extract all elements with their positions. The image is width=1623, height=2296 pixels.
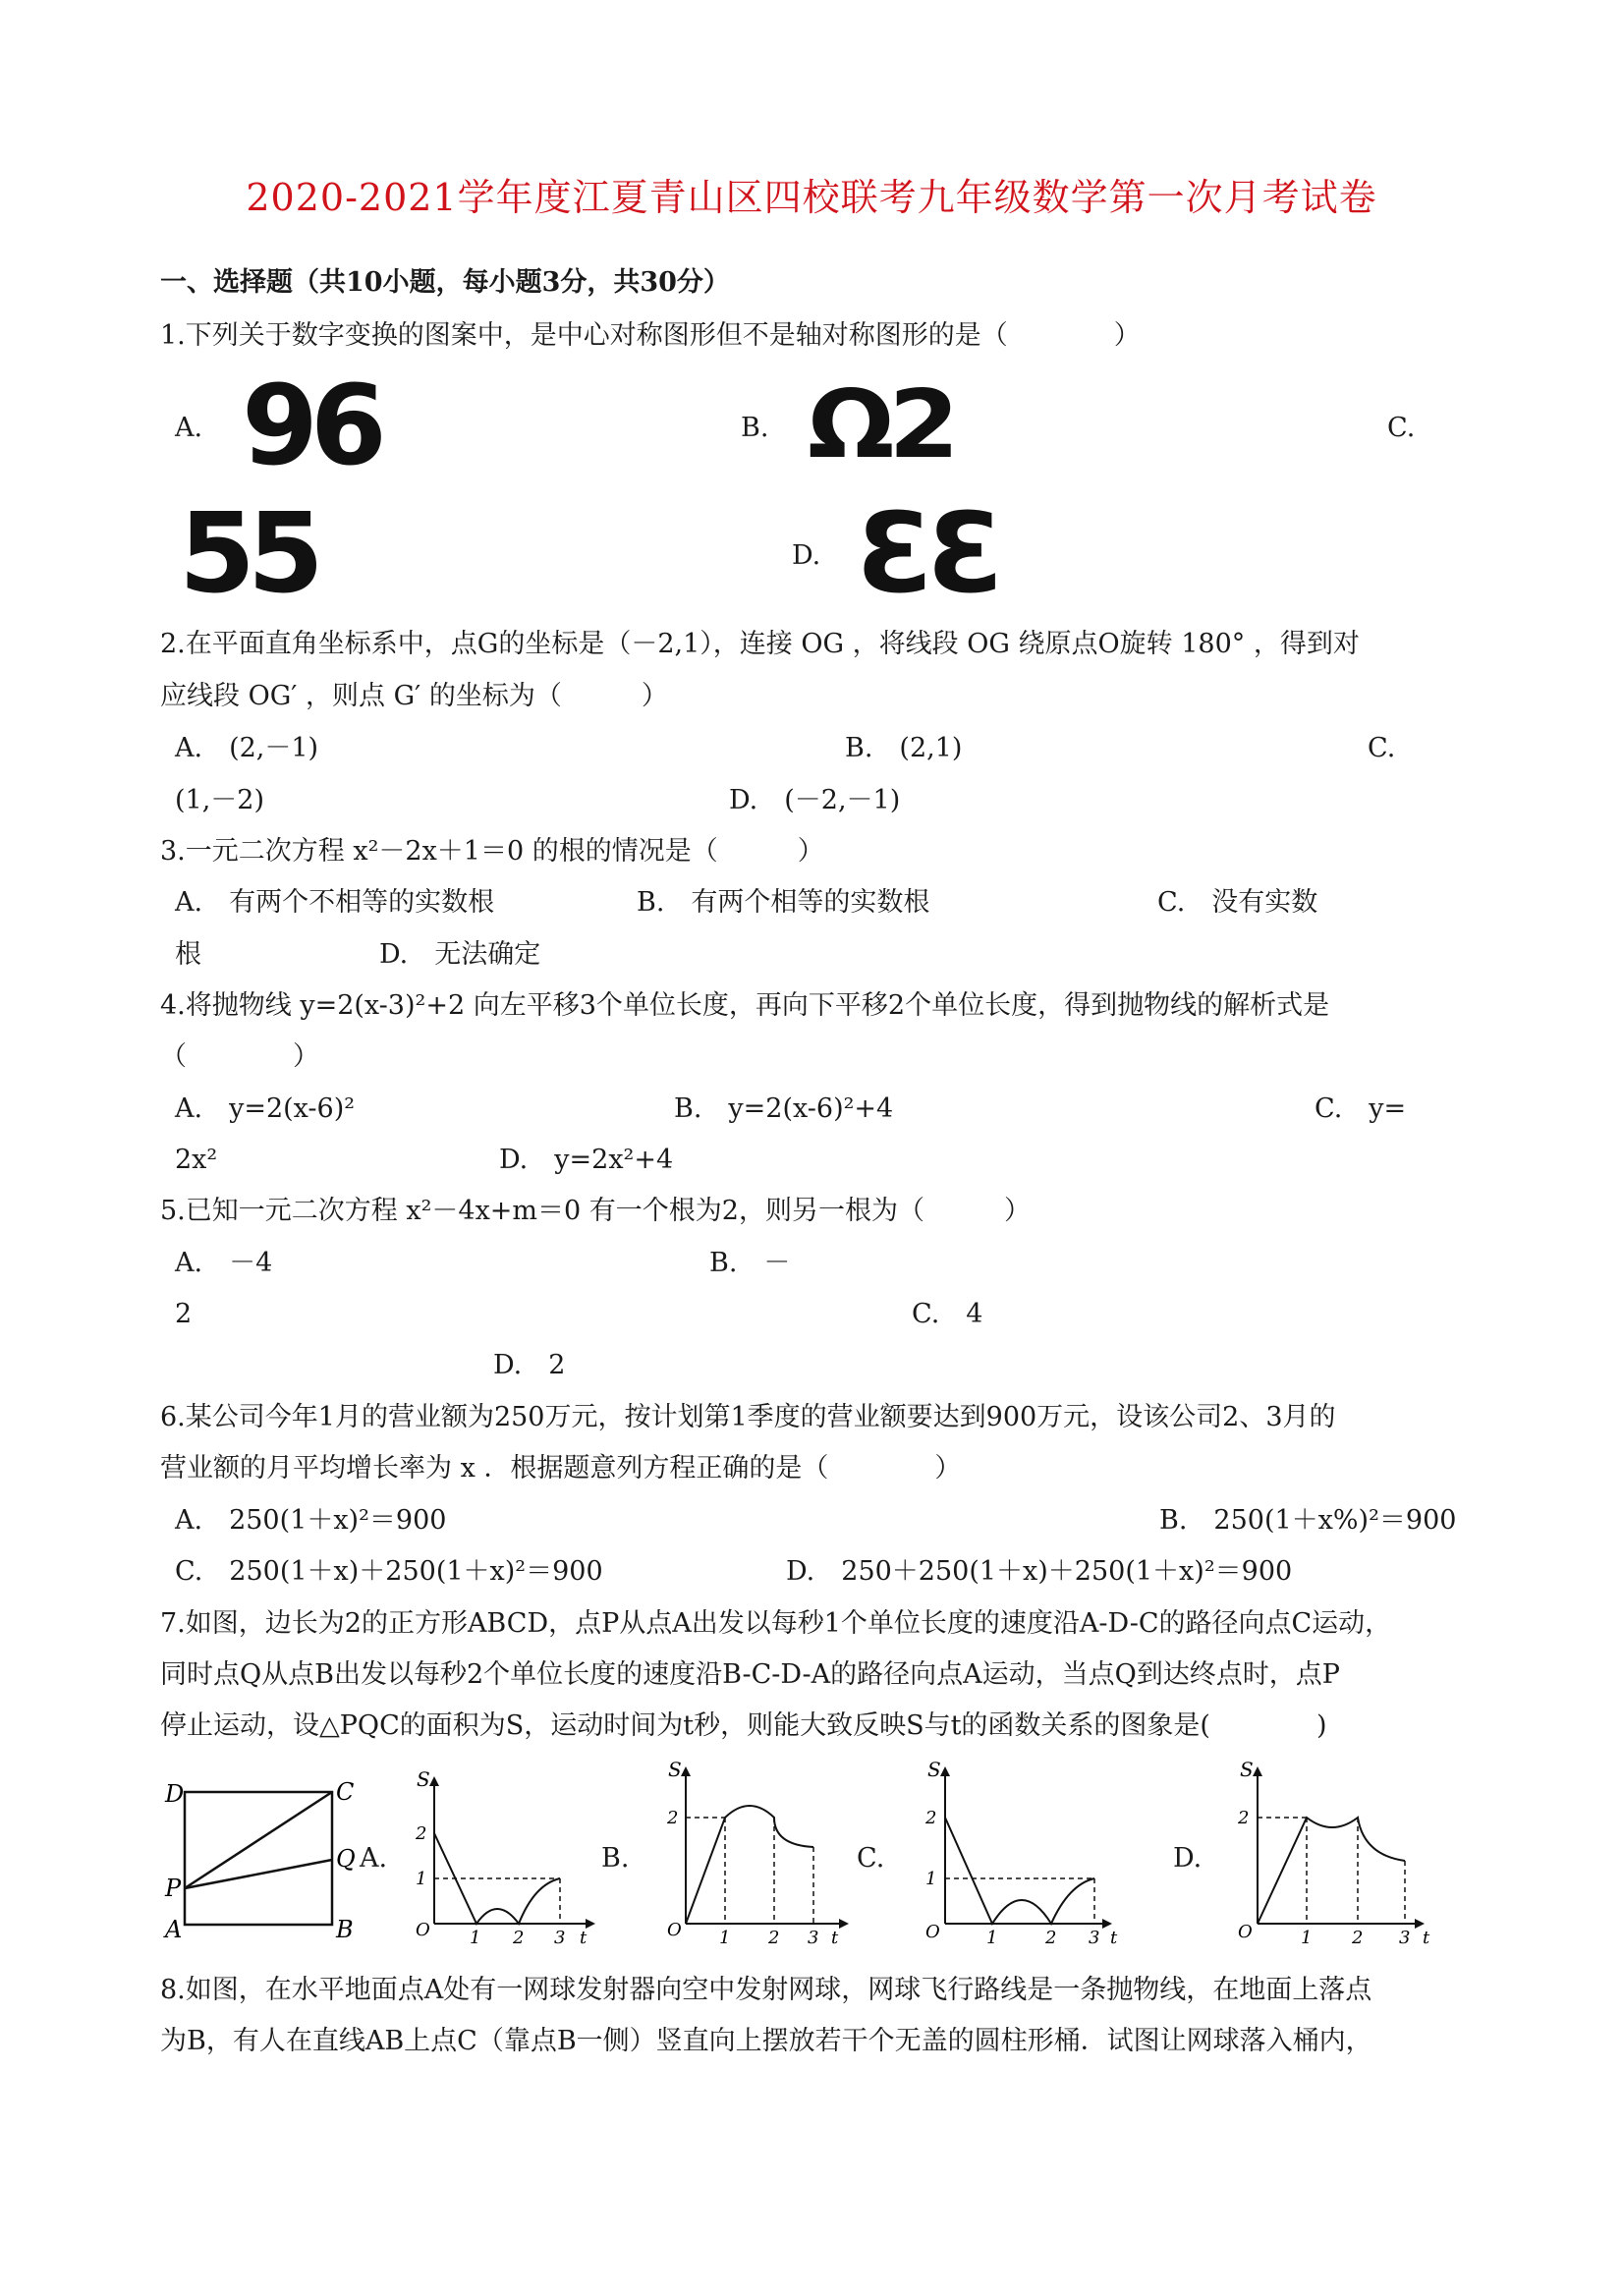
q1-option-b-label: B. (741, 413, 769, 443)
vertex-q-label: Q (336, 1845, 356, 1873)
t-axis-label: t (1423, 1928, 1430, 1945)
q5-option-a: A. －4 (175, 1248, 273, 1278)
s-axis-label: S (927, 1759, 941, 1781)
q6-option-c: C. 250(1＋x)＋250(1＋x)²＝900 (175, 1556, 603, 1587)
q1-option-d-label: D. (792, 540, 821, 571)
q1-option-a-label: A. (175, 413, 203, 443)
vertex-c-label: C (336, 1778, 355, 1806)
q4-option-b: B. y=2(x-6)²+4 (674, 1093, 894, 1124)
q4-option-d: D. y=2x²+4 (499, 1145, 674, 1175)
q3-stem: 3.一元二次方程 x²－2x＋1＝0 的根的情况是（ ） (160, 836, 824, 867)
q7-option-a-label: A. (360, 1843, 388, 1874)
tick-label: 2 (1352, 1928, 1364, 1945)
vertex-a-label: A (165, 1916, 183, 1943)
q1-option-c-label: C. (1387, 413, 1416, 443)
section-heading: 一、选择题（共10小题，每小题3分，共30分） (160, 267, 730, 298)
vertex-p-label: P (165, 1875, 182, 1902)
q7-graph-c (914, 1759, 1130, 1945)
q5-stem: 5.已知一元二次方程 x²－4x+m＝0 有一个根为2，则另一根为（ ） (160, 1196, 1031, 1226)
s-axis-label: S (668, 1759, 682, 1781)
q5-option-c: C. 4 (912, 1299, 983, 1329)
tick-label: 2 (513, 1928, 525, 1945)
q3-option-d: D. 无法确定 (379, 939, 541, 970)
tick-label: 1 (470, 1928, 481, 1945)
q7-option-c-label: C. (857, 1843, 885, 1874)
tick-label: 2 (1238, 1808, 1250, 1828)
q5-option-b-continued: 2 (175, 1299, 193, 1329)
vertex-b-label: B (336, 1916, 354, 1943)
q5-option-d: D. 2 (493, 1350, 566, 1380)
q7-graph-a (413, 1768, 609, 1945)
page-title: 2020-2021学年度江夏青山区四校联考九年级数学第一次月考试卷 (246, 176, 1377, 219)
q2-option-d: D. (－2,－1) (729, 785, 901, 815)
q1-option-c-image: 55 (179, 490, 316, 618)
tick-label: 2 (768, 1928, 780, 1945)
tick-label: 3 (808, 1928, 819, 1945)
q4-option-c-continued: 2x² (175, 1145, 218, 1175)
q4-stem-line2: （ ） (160, 1041, 319, 1072)
q7-graph-d (1226, 1759, 1442, 1945)
q7-square-figure (157, 1768, 364, 1945)
q7-graph-b (664, 1759, 861, 1945)
q6-option-b: B. 250(1＋x%)²＝900 (1159, 1505, 1457, 1536)
tick-label: 2 (925, 1808, 937, 1828)
tick-label: 3 (1089, 1928, 1100, 1945)
q4-stem-line1: 4.将抛物线 y=2(x-3)²+2 向左平移3个单位长度，再向下平移2个单位长度，得到抛物线的解析式是 (160, 990, 1330, 1021)
q4-option-a: A. y=2(x-6)² (175, 1093, 356, 1124)
tick-label: 1 (416, 1869, 427, 1889)
q3-option-b: B. 有两个相等的实数根 (637, 887, 930, 918)
q8-stem-line2: 为B，有人在直线AB上点C（靠点B一侧）竖直向上摆放若干个无盖的圆柱形桶．试图让网球落入桶内， (160, 2026, 1372, 2056)
q7-stem-line1: 7.如图，边长为2的正方形ABCD，点P从点A出发以每秒1个单位长度的速度沿A-D-C的路径向点C运动， (160, 1608, 1392, 1639)
tick-label: 2 (667, 1808, 679, 1828)
q2-option-c-value: (1,－2) (175, 785, 265, 815)
q7-stem-line3: 停止运动，设△PQC的面积为S，运动时间为t秒，则能大致反映S与t的函数关系的图象是( ) (160, 1710, 1327, 1741)
q1-stem: 1.下列关于数字变换的图案中，是中心对称图形但不是轴对称图形的是（ ） (160, 320, 1141, 351)
q7-option-d-label: D. (1173, 1843, 1203, 1874)
q7-stem-line2: 同时点Q从点B出发以每秒2个单位长度的速度沿B-C-D-A的路径向点A运动，当点Q到达终点时，点P (160, 1659, 1340, 1690)
origin-label: O (416, 1920, 430, 1940)
q1-option-a-image: 96 (242, 363, 379, 490)
q6-stem-line2: 营业额的月平均增长率为 x ．根据题意列方程正确的是（ ） (160, 1453, 962, 1484)
q6-option-d: D. 250＋250(1＋x)＋250(1＋x)²＝900 (786, 1556, 1293, 1587)
origin-label: O (925, 1922, 940, 1942)
q6-stem-line1: 6.某公司今年1月的营业额为250万元，按计划第1季度的营业额要达到900万元，设该公司2、3月的 (160, 1402, 1336, 1432)
s-axis-label: S (1240, 1759, 1254, 1781)
t-axis-label: t (1110, 1928, 1118, 1945)
q2-stem-line2: 应线段 OG′ ，则点 G′ 的坐标为（ ） (160, 681, 668, 711)
tick-label: 2 (1045, 1928, 1057, 1945)
q4-option-c: C. y= (1315, 1093, 1407, 1124)
origin-label: O (1238, 1922, 1253, 1942)
tick-label: 1 (986, 1928, 998, 1945)
q2-option-c-label: C. (1368, 733, 1396, 763)
tick-label: 1 (925, 1869, 937, 1889)
q2-option-b: B. (2,1) (845, 733, 963, 763)
vertex-d-label: D (165, 1780, 185, 1808)
t-axis-label: t (831, 1928, 839, 1945)
q5-option-b: B. － (709, 1248, 791, 1278)
tick-label: 2 (416, 1823, 427, 1844)
tick-label: 1 (719, 1928, 731, 1945)
q7-option-b-label: B. (601, 1843, 630, 1874)
q2-stem-line1: 2.在平面直角坐标系中，点G的坐标是（－2,1），连接 OG ，将线段 OG 绕原点O旋转 180° ，得到对 (160, 629, 1360, 659)
q1-option-d-image: ƐƐ (857, 490, 998, 618)
q3-option-c-continued: 根 (175, 939, 201, 970)
q3-option-a: A. 有两个不相等的实数根 (175, 887, 495, 918)
q1-option-b-image: Ω2 (808, 368, 954, 480)
tick-label: 1 (1301, 1928, 1313, 1945)
q8-stem-line1: 8.如图，在水平地面点A处有一网球发射器向空中发射网球，网球飞行路线是一条抛物线，在地面上落点 (160, 1975, 1372, 2005)
tick-label: 3 (554, 1928, 566, 1945)
origin-label: O (667, 1920, 682, 1940)
tick-label: 3 (1399, 1928, 1411, 1945)
q2-option-a: A. (2,－1) (175, 733, 319, 763)
s-axis-label: S (417, 1768, 430, 1791)
q6-option-a: A. 250(1＋x)²＝900 (175, 1505, 447, 1536)
t-axis-label: t (580, 1928, 588, 1945)
q3-option-c: C. 没有实数 (1157, 887, 1318, 918)
